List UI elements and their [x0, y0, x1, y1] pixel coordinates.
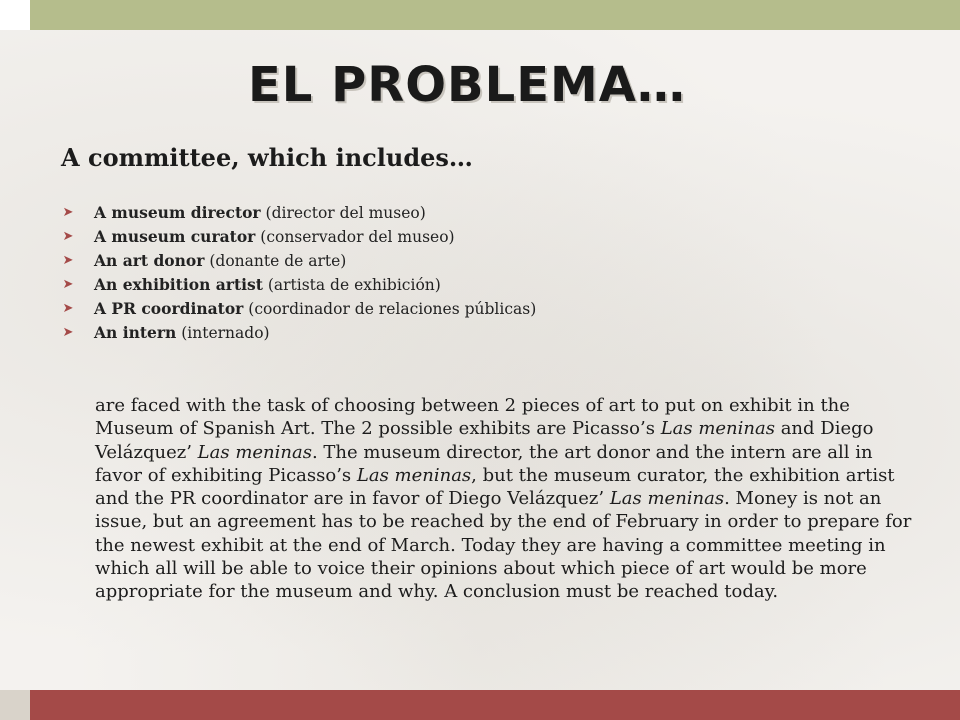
- arrow-bullet-icon: ➤: [62, 301, 74, 316]
- member-role-spanish: (conservador del museo): [260, 228, 455, 246]
- list-item: [61, 225, 536, 249]
- artwork-title: Las meninas: [197, 441, 312, 463]
- bottom-accent-band: [0, 690, 960, 720]
- member-role-spanish: (donante de arte): [209, 252, 347, 270]
- arrow-bullet-icon: ➤: [62, 253, 74, 268]
- committee-member-list: [61, 201, 536, 345]
- arrow-bullet-icon: ➤: [62, 229, 74, 244]
- list-item: [61, 273, 536, 297]
- member-role-spanish: (coordinador de relaciones públicas): [248, 300, 537, 318]
- list-item: [61, 201, 536, 225]
- list-item: [61, 297, 536, 321]
- top-band-left-block: [0, 0, 30, 30]
- artwork-title: Las meninas: [356, 464, 472, 486]
- member-role-spanish: (internado): [181, 324, 270, 342]
- committee-heading: A committee, which includes…: [61, 143, 473, 172]
- top-accent-band: [0, 0, 960, 30]
- artwork-title: Las meninas: [660, 418, 775, 440]
- member-role: An intern: [94, 323, 177, 342]
- list-item: [61, 249, 536, 273]
- top-band-main: [30, 0, 960, 30]
- arrow-bullet-icon: ➤: [62, 277, 74, 292]
- list-item: [61, 321, 536, 345]
- slide-title: EL PROBLEMA…: [248, 57, 686, 113]
- arrow-bullet-icon: ➤: [62, 205, 74, 220]
- paragraph-text: . Money is not an issue, but an agreement has to be reached by the end of February in order to prepare for the newest exhibit at the end of March. Today they are having a committee meeting in which all will be able to voice their opinions about which piece of art would be more appropriate for the museum and why. A conclusion must be reached today.: [95, 488, 912, 603]
- task-description-paragraph: [95, 394, 915, 604]
- member-role: An exhibition artist: [94, 275, 263, 294]
- member-role: A museum curator: [94, 227, 256, 246]
- member-role-spanish: (director del museo): [265, 204, 426, 222]
- bottom-band-main: [30, 690, 960, 720]
- paragraph-text: are faced with the task of choosing between 2 pieces of art to put on exhibit in the Museum of Spanish Art. The 2 possible exhibits are Picasso’s: [95, 395, 850, 440]
- paragraph-text: and Diego Velázquez’: [95, 418, 874, 463]
- arrow-bullet-icon: ➤: [62, 325, 74, 340]
- member-role: An art donor: [94, 251, 205, 270]
- paragraph-text: , but the museum curator, the exhibition artist and the PR coordinator are in favor of Diego Velázquez’: [95, 464, 895, 510]
- bottom-band-left-block: [0, 690, 30, 720]
- artwork-title: Las meninas: [609, 488, 725, 510]
- member-role: A PR coordinator: [94, 299, 244, 318]
- paragraph-text: . The museum director, the art donor and the intern are all in favor of exhibiting Picasso’s: [95, 441, 873, 486]
- member-role-spanish: (artista de exhibición): [267, 276, 441, 294]
- member-role: A museum director: [94, 203, 261, 222]
